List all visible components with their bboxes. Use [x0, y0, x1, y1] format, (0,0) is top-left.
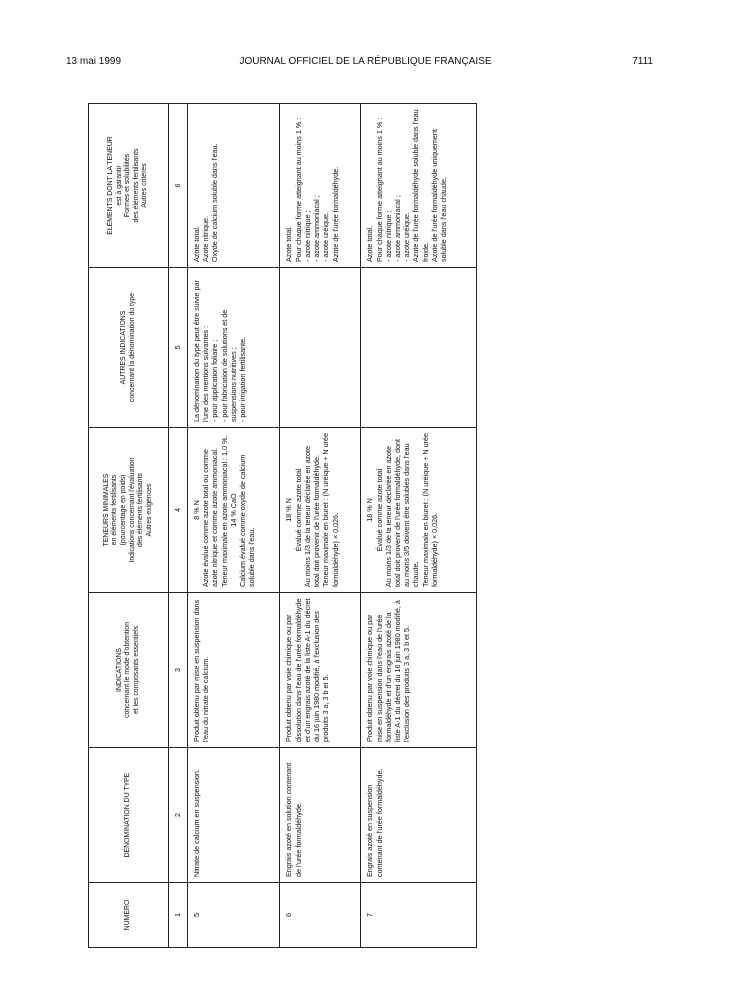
text-line: DÉNOMINATION DU TYPE — [124, 772, 132, 858]
text-line: Azote évalué comme azote total ou comme azote nitrique et comme azote ammoniacal. — [201, 447, 220, 587]
cell-denomination — [280, 748, 361, 883]
rotated-table-frame — [88, 104, 477, 948]
column-number: 3 — [169, 593, 188, 748]
text-line: Autres exigences — [145, 483, 153, 537]
cell-denomination — [188, 748, 280, 883]
text-line: - azote nitrique ; — [383, 210, 393, 262]
text-line: - pour irrigation fertilisante. — [238, 336, 248, 422]
text-line: - azote ammoniacal ; — [393, 195, 402, 262]
text-line: Produit obtenu par voie chimique ou par mise en suspension dans l'eau de l'urée formaldéhyde et d'un engrais azoté de la liste A-1 du décret du 16 juin 1980 modifié, à l'exclusion des produits 3 a, 3 b et 5. — [365, 600, 412, 742]
text-line: NUMÉRO — [124, 899, 132, 931]
table-row — [361, 104, 477, 948]
text-line: (pourcentage en poids) — [119, 474, 127, 546]
text-line: Teneur maximale en azote ammoniacal : 1,0 %. — [219, 435, 229, 587]
text-line: Oxyde de calcium soluble dans l'eau. — [210, 143, 220, 262]
text-line: Autres critères — [141, 163, 149, 208]
table-row — [280, 104, 361, 948]
text-line: Formes et solubilités — [124, 153, 132, 218]
text-line: 18 % N — [365, 498, 375, 522]
cell-teneurs — [188, 428, 280, 593]
text-line: Azote total. — [284, 226, 294, 262]
fertilizer-table — [88, 103, 477, 948]
cell-denomination — [361, 748, 477, 883]
text-line: La dénomination du type peut être suivie par l'une des mentions suivantes : — [192, 280, 211, 422]
text-line: concernant la dénomination du type — [128, 292, 136, 403]
cell-teneurs — [361, 428, 477, 593]
text-line: Nitrate de calcium en suspension. — [192, 769, 201, 877]
header-date: 13 mai 1999 — [66, 56, 122, 67]
column-number: 2 — [169, 748, 188, 883]
text-line: Calcium évalué comme oxyde de calcium soluble dans l'eau. — [238, 454, 257, 587]
column-header-teneurs — [89, 428, 169, 593]
table-row — [188, 104, 280, 948]
cell-obtention — [361, 593, 477, 748]
text-line: concernant le mode d'obtention — [124, 622, 132, 718]
text-line: Teneur maximale en biuret : (N uréique + N urée formaldéhyde) × 0,026. — [321, 432, 340, 587]
text-line: Teneur maximale en biuret : (N uréique + N urée formaldéhyde) × 0,026. — [420, 432, 439, 587]
text-line: Azote nitrique. — [201, 216, 211, 262]
cell-teneurs — [280, 428, 361, 593]
column-header-denomination — [89, 748, 169, 883]
text-line: Indications concernant l'évaluation — [128, 457, 136, 563]
column-number-row — [169, 104, 188, 948]
text-line: - pour fabrication de solutions et de suspensions nutritives ; — [219, 309, 238, 422]
row-number: 5 — [188, 883, 280, 948]
text-line: 14 % CaO — [228, 493, 238, 527]
cell-elements — [361, 104, 477, 268]
column-header-autres-indications — [89, 268, 169, 428]
text-line: Produit obtenu par voie chimique ou par dissolution dans l'eau de l'urée formaldéhyde et d'un engrais azoté de la liste A-1 du décret du 16 juin 1980 modifié, à l'exclusion des produits 3 a, 3 b et 5. — [284, 598, 331, 742]
table-header-row — [89, 104, 169, 948]
text-line: des éléments fertilisants — [132, 148, 140, 223]
cell-elements — [280, 104, 361, 268]
text-line: Évalué comme azote total — [293, 468, 303, 552]
column-number: 4 — [169, 428, 188, 593]
text-line: AUTRES INDICATIONS — [119, 310, 127, 385]
text-line: Azote total. — [365, 226, 375, 262]
text-line: INDICATIONS — [115, 648, 123, 692]
text-line: Engrais azoté en solution contenant de l'urée formaldéhyde. — [284, 762, 303, 877]
column-number: 5 — [169, 268, 188, 428]
row-number: 6 — [280, 883, 361, 948]
column-header-indications — [89, 593, 169, 748]
column-number: 6 — [169, 104, 188, 268]
cell-autres-indications — [280, 268, 361, 428]
cell-autres-indications — [188, 268, 280, 428]
column-number: 1 — [169, 883, 188, 948]
text-line: et les composants essentiels — [132, 625, 140, 715]
text-line: Pour chaque forme atteignant au moins 1 % : — [293, 117, 303, 262]
text-line: Azote total. — [192, 226, 201, 262]
text-line: Évalué comme azote total — [374, 468, 384, 552]
text-line: Azote de l'urée formaldéhyde soluble dans l'eau froide. — [411, 109, 430, 262]
text-line: est à garantir — [115, 165, 123, 206]
text-line: Azote de l'urée formaldéhyde uniquement soluble dans l'eau chaude. — [429, 129, 449, 262]
text-line: Engrais azoté en suspension contenant de l'urée formaldéhyde. — [365, 768, 384, 877]
page-number: 7111 — [632, 56, 653, 67]
text-line: en éléments fertilisants — [111, 474, 119, 546]
cell-autres-indications — [361, 268, 477, 428]
text-line: 18 % N — [284, 498, 294, 522]
column-header-elements — [89, 104, 169, 268]
cell-obtention — [188, 593, 280, 748]
text-line: TENEURS MINIMALES — [102, 473, 110, 547]
text-line: des éléments fertilisants — [137, 473, 145, 547]
text-line: - azote uréique. — [321, 212, 331, 262]
cell-elements — [188, 104, 280, 268]
text-line: - azote nitrique ; — [302, 210, 312, 262]
text-line: - pour application foliaire ; — [210, 339, 220, 422]
text-line: - azote ammoniacal ; — [312, 195, 322, 262]
text-line: Azote de l'urée formaldéhyde. — [330, 166, 340, 262]
text-line: ÉLÉMENTS DONT LA TENEUR — [106, 136, 114, 235]
cell-obtention — [280, 593, 361, 748]
text-line: Produit obtenu par mise en suspension dans l'eau du nitrate de calcium. — [192, 599, 211, 742]
text-line: 8 % N — [192, 500, 201, 520]
journal-title: JOURNAL OFFICIEL DE LA RÉPUBLIQUE FRANÇAISE — [239, 56, 492, 67]
text-line: Au moins 1/3 de la teneur déclarée en azote total doit provenir de l'urée formaldéhyde. — [302, 445, 322, 587]
text-line: Au moins 1/3 de la teneur déclarée en azote total doit provenir de l'urée formaldéhyde, dont au moins 3/5 doivent être solubles dans l'eau chaude. — [383, 438, 421, 587]
column-header-numero — [89, 883, 169, 948]
row-number: 7 — [361, 883, 477, 948]
text-line: - azote uréique. — [402, 212, 412, 262]
text-line: Pour chaque forme atteignant au moins 1 % : — [374, 117, 384, 262]
